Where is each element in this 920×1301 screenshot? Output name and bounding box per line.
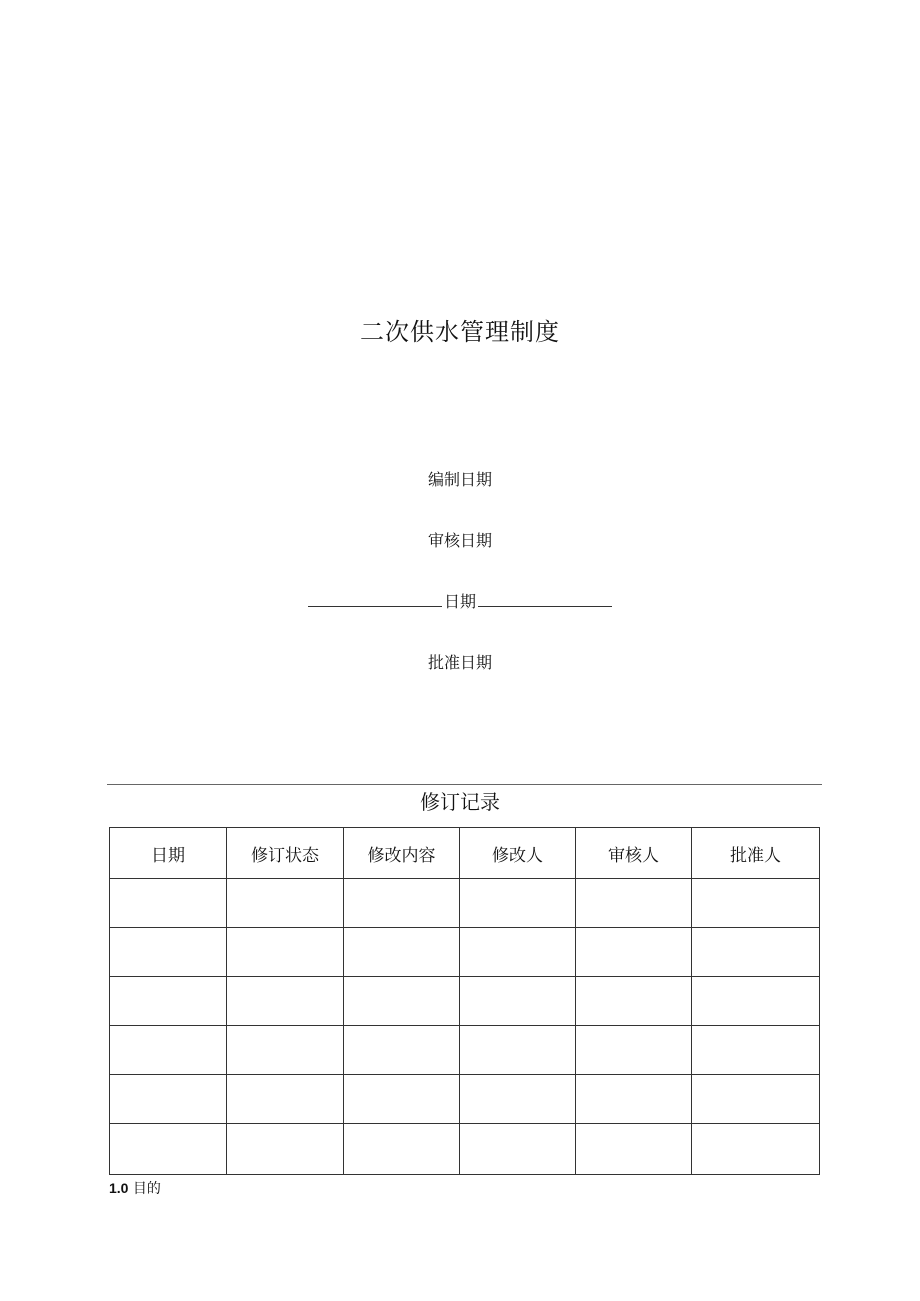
table-row [110,1124,820,1175]
header-reviewer: 审核人 [576,828,692,879]
header-revision-status: 修订状态 [227,828,344,879]
table-cell [344,1075,460,1124]
table-cell [576,1124,692,1175]
blank-line-right [478,605,612,607]
section-title: 目的 [132,1181,161,1197]
header-modifier: 修改人 [460,828,576,879]
divider [107,784,822,785]
table-cell [227,1124,344,1175]
table-cell [692,1026,820,1075]
table-row [110,977,820,1026]
compile-date-label: 编制日期 [427,470,492,489]
date-label: 日期 [443,592,476,611]
signature-date-line [0,589,920,612]
table-cell [576,977,692,1026]
table-row [110,1075,820,1124]
table-cell [344,977,460,1026]
table-cell [692,928,820,977]
table-cell [460,977,576,1026]
table-row [110,928,820,977]
table-cell [460,879,576,928]
review-date-label: 审核日期 [427,531,492,550]
header-approver: 批准人 [692,828,820,879]
table-cell [344,879,460,928]
table-row [110,1026,820,1075]
section-number: 1.0 [109,1180,129,1196]
table-cell [110,1075,227,1124]
table-cell [460,1124,576,1175]
table-cell [692,977,820,1026]
table-cell [227,1075,344,1124]
table-cell [227,928,344,977]
table-cell [460,928,576,977]
revision-title: 修订记录 [420,790,500,814]
table-cell [692,1075,820,1124]
revision-table [109,827,820,1175]
table-cell [460,1075,576,1124]
table-cell [110,928,227,977]
table-cell [110,1124,227,1175]
table-cell [576,1075,692,1124]
table-cell [110,879,227,928]
table-header-row [110,828,820,879]
table-cell [692,879,820,928]
table-cell [227,1026,344,1075]
approve-date-label: 批准日期 [427,653,492,672]
table-cell [576,879,692,928]
table-cell [110,1026,227,1075]
table-cell [110,977,227,1026]
table-row [110,879,820,928]
table-cell [344,1026,460,1075]
table-cell [227,879,344,928]
table-cell [460,1026,576,1075]
header-date: 日期 [110,828,227,879]
header-change-content: 修改内容 [344,828,460,879]
table-cell [227,977,344,1026]
blank-line-left [308,605,442,607]
table-cell [576,1026,692,1075]
document-title: 二次供水管理制度 [360,318,560,346]
table-cell [344,1124,460,1175]
table-cell [692,1124,820,1175]
section-heading [109,1178,161,1198]
table-cell [344,928,460,977]
table-cell [576,928,692,977]
